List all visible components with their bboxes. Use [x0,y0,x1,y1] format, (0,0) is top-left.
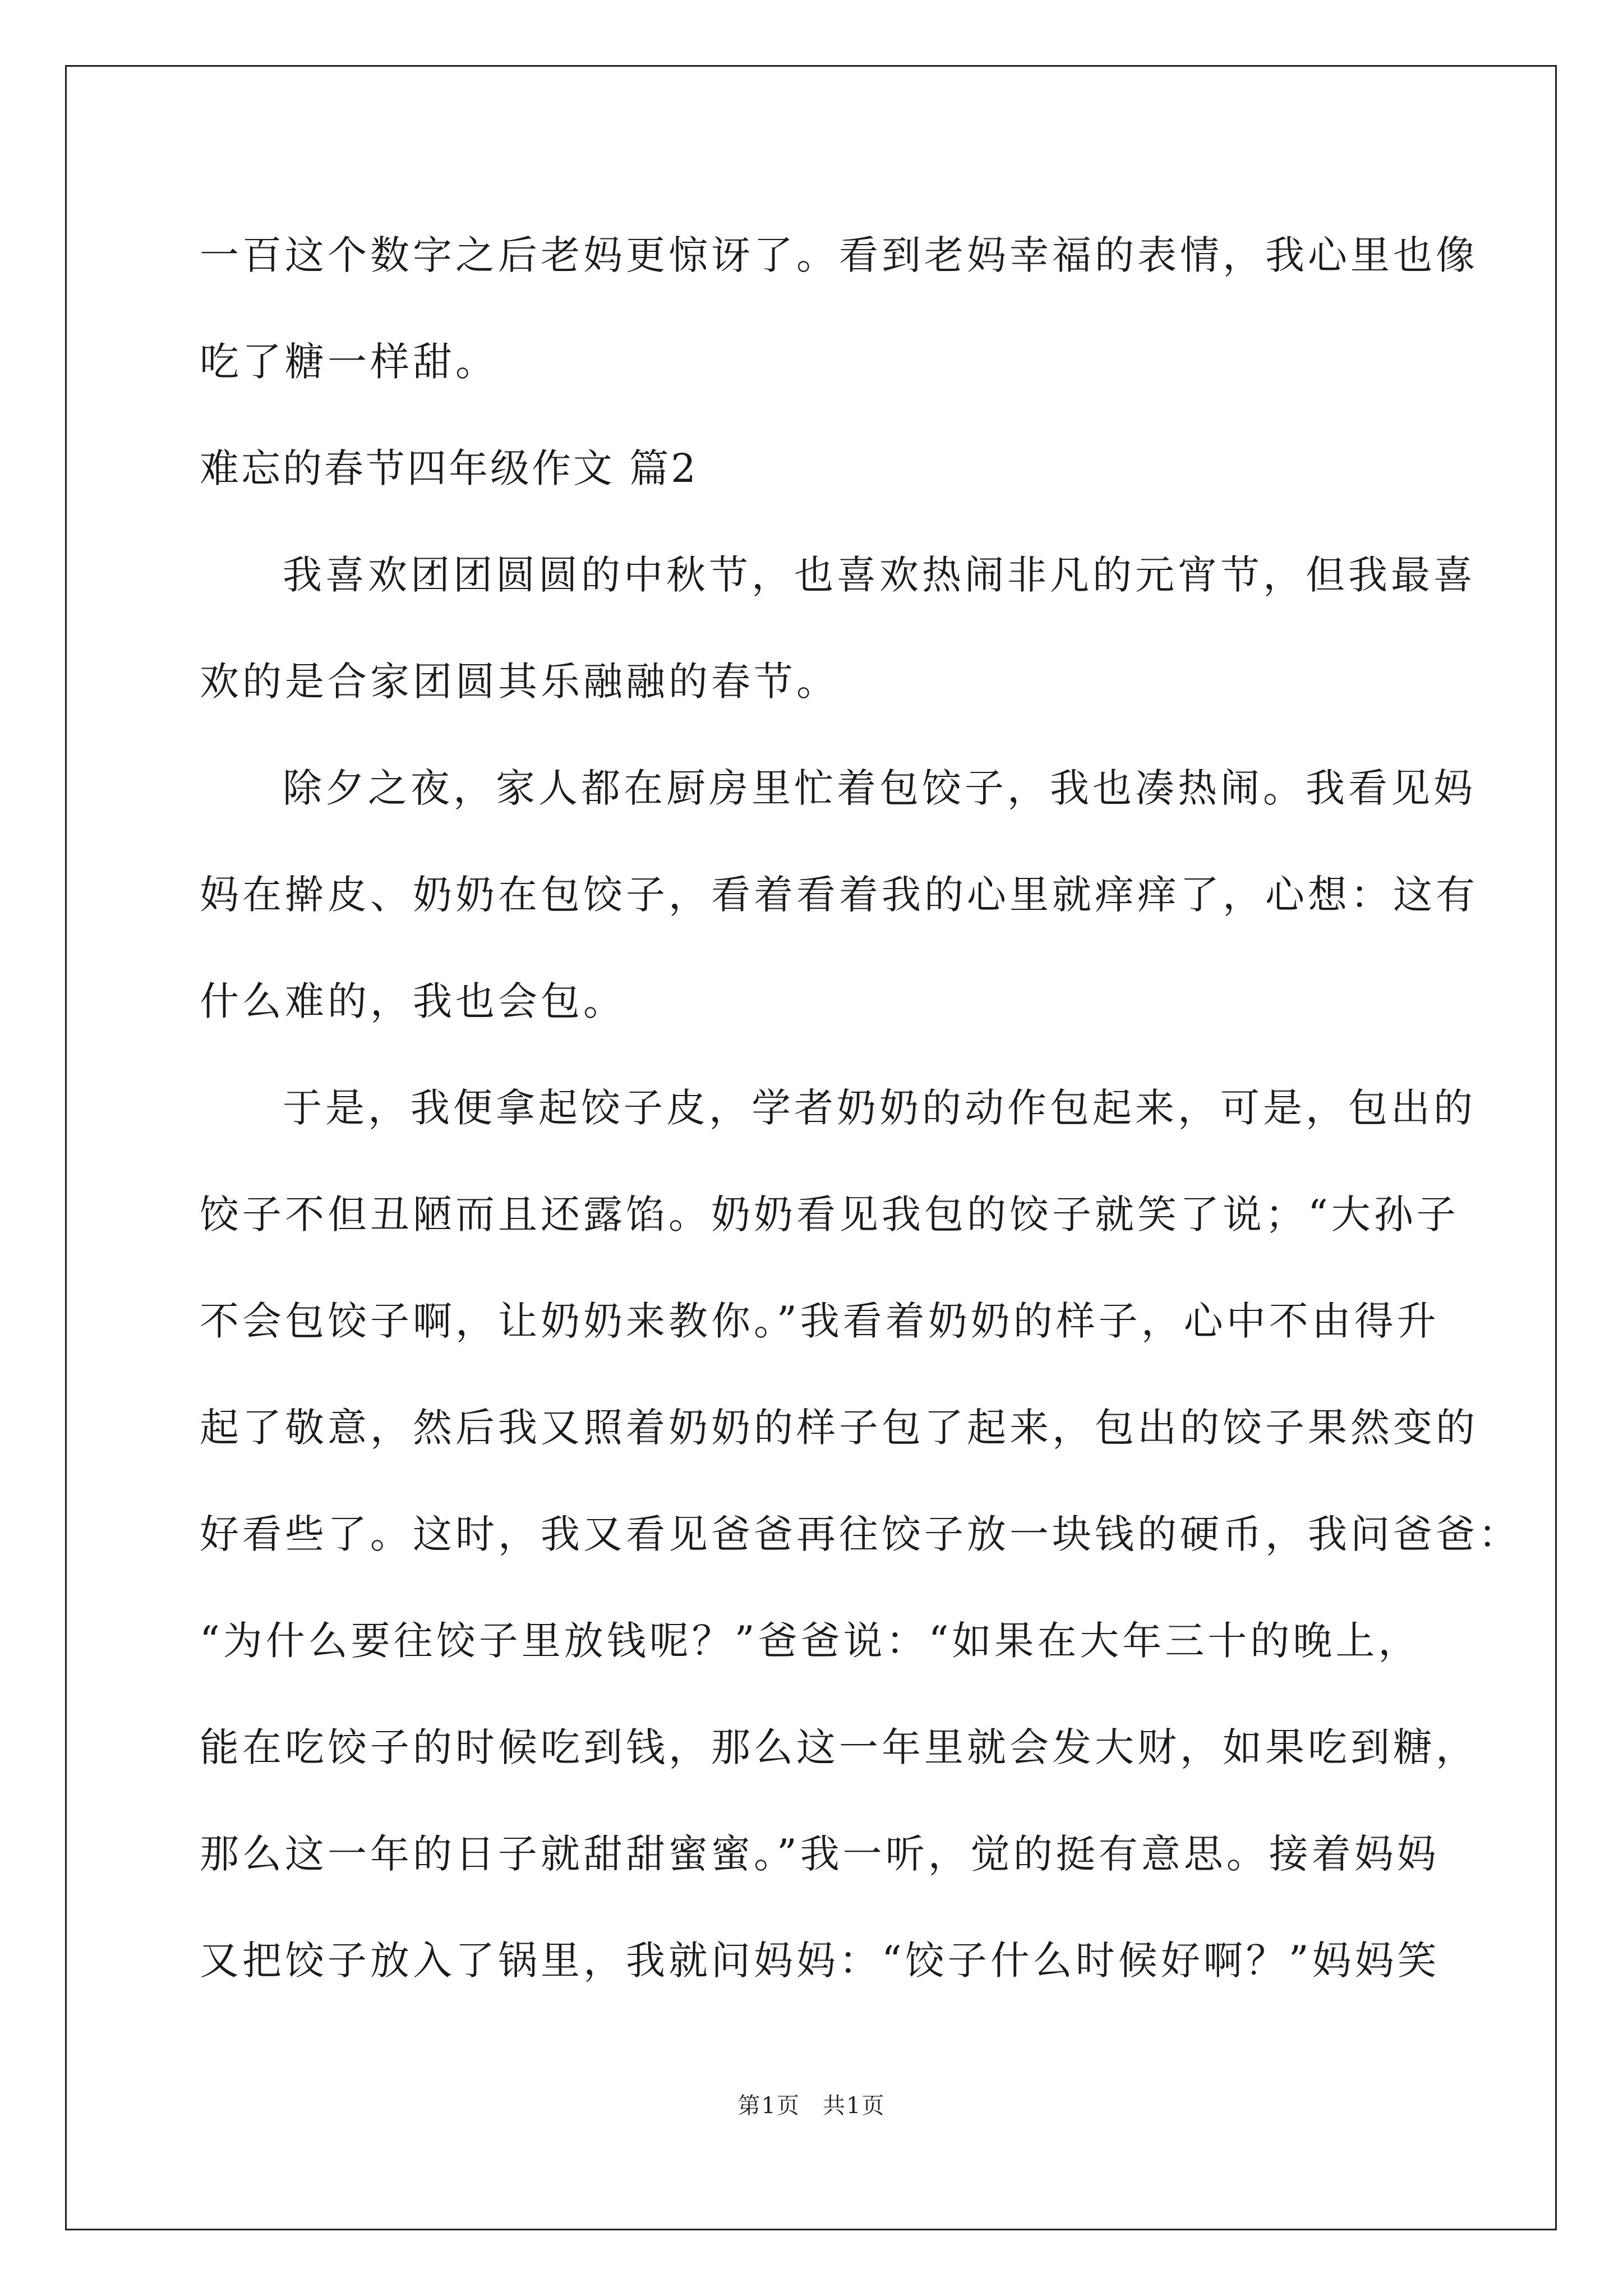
paragraph-2-line-2: 妈在擀皮、奶奶在包饺子，看着看着我的心里就痒痒了，心想：这有 [200,872,1478,918]
page-number: 第1页 [737,2093,800,2119]
paragraph-1-line-2: 欢的是合家团圆其乐融融的春节。 [200,659,839,705]
paragraph-3-line-2: 饺子不但丑陋而且还露馅。奶奶看见我包的饺子就笑了说；“大孙子 [200,1191,1459,1237]
paragraph-3-line-7: 能在吃饺子的时候吃到钱，那么这一年里就会发大财，如果吃到糖， [200,1724,1478,1770]
paragraph-3-line-8: 那么这一年的日子就甜甜蜜蜜。”我一听，觉的挺有意思。接着妈妈 [200,1831,1440,1877]
paragraph-1-line-1: 我喜欢团团圆圆的中秋节，也喜欢热闹非凡的元宵节，但我最喜 [283,552,1476,598]
document-body [200,202,1521,2014]
paragraph-3-line-6: “为什么要往饺子里放钱呢？”爸爸说：“如果在大年三十的晚上， [200,1618,1421,1664]
paragraph-3-line-5: 好看些了。这时，我又看见爸爸再往饺子放一块钱的硬币，我问爸爸： [200,1511,1521,1557]
paragraph-3-line-4: 起了敬意，然后我又照着奶奶的样子包了起来，包出的饺子果然变的 [200,1405,1478,1451]
text-line-2: 吃了糖一样甜。 [200,339,498,385]
page-footer [0,2088,1623,2120]
section-heading: 难忘的春节四年级作文 篇2 [200,445,698,491]
paragraph-2-line-3: 什么难的，我也会包。 [200,978,626,1024]
paragraph-3-line-1: 于是，我便拿起饺子皮，学者奶奶的动作包起来，可是，包出的 [283,1085,1476,1131]
paragraph-2-line-1: 除夕之夜，家人都在厨房里忙着包饺子，我也凑热闹。我看见妈 [283,765,1476,811]
text-line-1: 一百这个数字之后老妈更惊讶了。看到老妈幸福的表情，我心里也像 [200,232,1478,278]
page-count: 共1页 [823,2093,886,2119]
paragraph-3-line-3: 不会包饺子啊，让奶奶来教你。”我看着奶奶的样子，心中不由得升 [200,1298,1440,1344]
paragraph-3-line-9: 又把饺子放入了锅里，我就问妈妈：“饺子什么时候好啊？”妈妈笑 [200,1938,1440,1984]
